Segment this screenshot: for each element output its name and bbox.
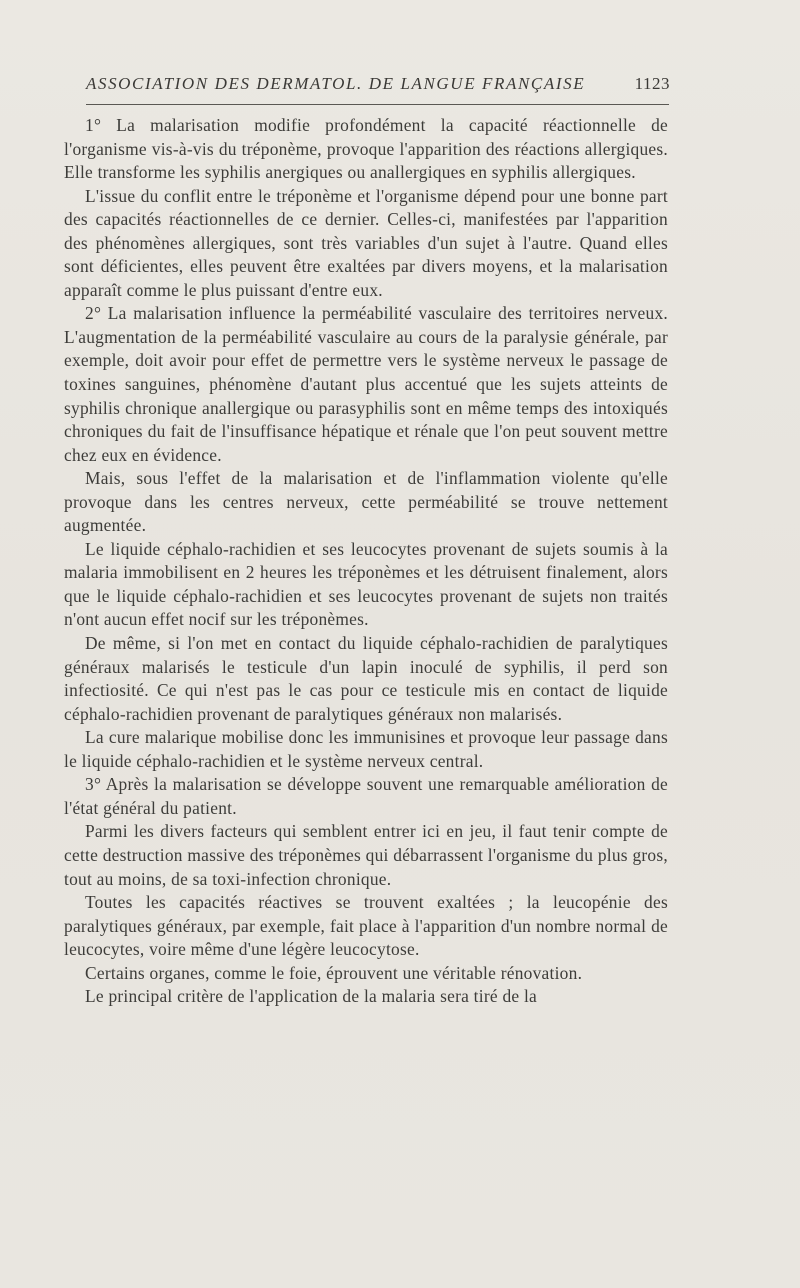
paragraph-organ-renovation: Certains organes, comme le foie, éprouvent une véritable rénovation. — [85, 962, 583, 983]
page-number: 1123 — [634, 74, 670, 93]
header-rule — [86, 104, 669, 105]
paragraph-conflict-outcome: L'issue du conflit entre le tréponème et l'organisme dépend pour une bonne part des capacités réactionnelles de ce dernier. Celles-ci, manifestées par l'apparition des phénomènes allergiques, sont très variables d'un sujet à l'autre. Quand elles sont déficientes, elles peuvent être exaltées par divers moyens, et la malarisation apparaît comme le plus puissant d'entre eux. — [64, 185, 668, 300]
paragraph-testicle-experiment: De même, si l'on met en contact du liquide céphalo-rachidien de paralytiques généraux malarisés le testicule d'un lapin inoculé de syphilis, il perd son infectiosité. Ce qui n'est pas le cas pour ce testicule mis en contact de liquide céphalo-rachidien provenant de paralytiques généraux non malarisés. — [64, 633, 668, 724]
paragraph-vascular-permeability: 2° La malarisation influence la perméabilité vasculaire des territoires nerveux. L'augmentation de la perméabilité vasculaire au cours de la paralysie générale, par exemple, doit avoir pour effet de permettre vers le système nerveux le passage de toxines sanguines, phénomène d'autant plus accentué que les sujets atteints de syphilis chronique anallergique ou parasyphilis sont en même temps des intoxiqués chroniques du fait de l'insuffisance hépatique et rénale que l'on peut souvent mettre chez eux en évidence. — [64, 303, 668, 465]
paragraph-malarisation-reactivity: 1° La malarisation modifie profondément la capacité réactionnelle de l'organisme vis-à-vis du tréponème, provoque l'apparition des réactions allergiques. Elle transforme les syphilis anergiques ou anallergiques en syphilis allergiques. — [64, 115, 668, 183]
paragraph-permeability-increase: Mais, sous l'effet de la malarisation et de l'inflammation violente qu'elle provoque dans les centres nerveux, cette perméabilité se trouve nettement augmentée. — [64, 468, 668, 536]
paragraph-general-improvement: 3° Après la malarisation se développe souvent une remarquable amélioration de l'état général du patient. — [64, 774, 668, 818]
paragraph-principal-criterion: Le principal critère de l'application de la malaria sera tiré de la — [85, 986, 538, 1007]
paragraph-immunisines: La cure malarique mobilise donc les immunisines et provoque leur passage dans le liquide céphalo-rachidien et le système nerveux central. — [64, 727, 668, 771]
running-title: ASSOCIATION DES DERMATOL. DE LANGUE FRANÇAISE — [86, 74, 586, 93]
paragraph-reactive-capacities: Toutes les capacités réactives se trouvent exaltées ; la leucopénie des paralytiques généraux, par exemple, fait place à l'apparition d'un nombre normal de leucocytes, voire même d'une légère leucocytose. — [64, 892, 668, 960]
paragraph-factors: Parmi les divers facteurs qui semblent entrer ici en jeu, il faut tenir compte de cette destruction massive des tréponèmes qui débarrassent l'organisme du plus gros, tout au moins, de sa toxi-infection chronique. — [64, 821, 668, 889]
paragraph-csf-leucocytes: Le liquide céphalo-rachidien et ses leucocytes provenant de sujets soumis à la malaria immobilisent en 2 heures les tréponèmes et les détruisent finalement, alors que le liquide céphalo-rachidien et ses leucocytes provenant de sujets non traités n'ont aucun effet nocif sur les tréponèmes. — [64, 538, 668, 630]
running-header — [86, 74, 670, 102]
body-text — [64, 114, 668, 1009]
